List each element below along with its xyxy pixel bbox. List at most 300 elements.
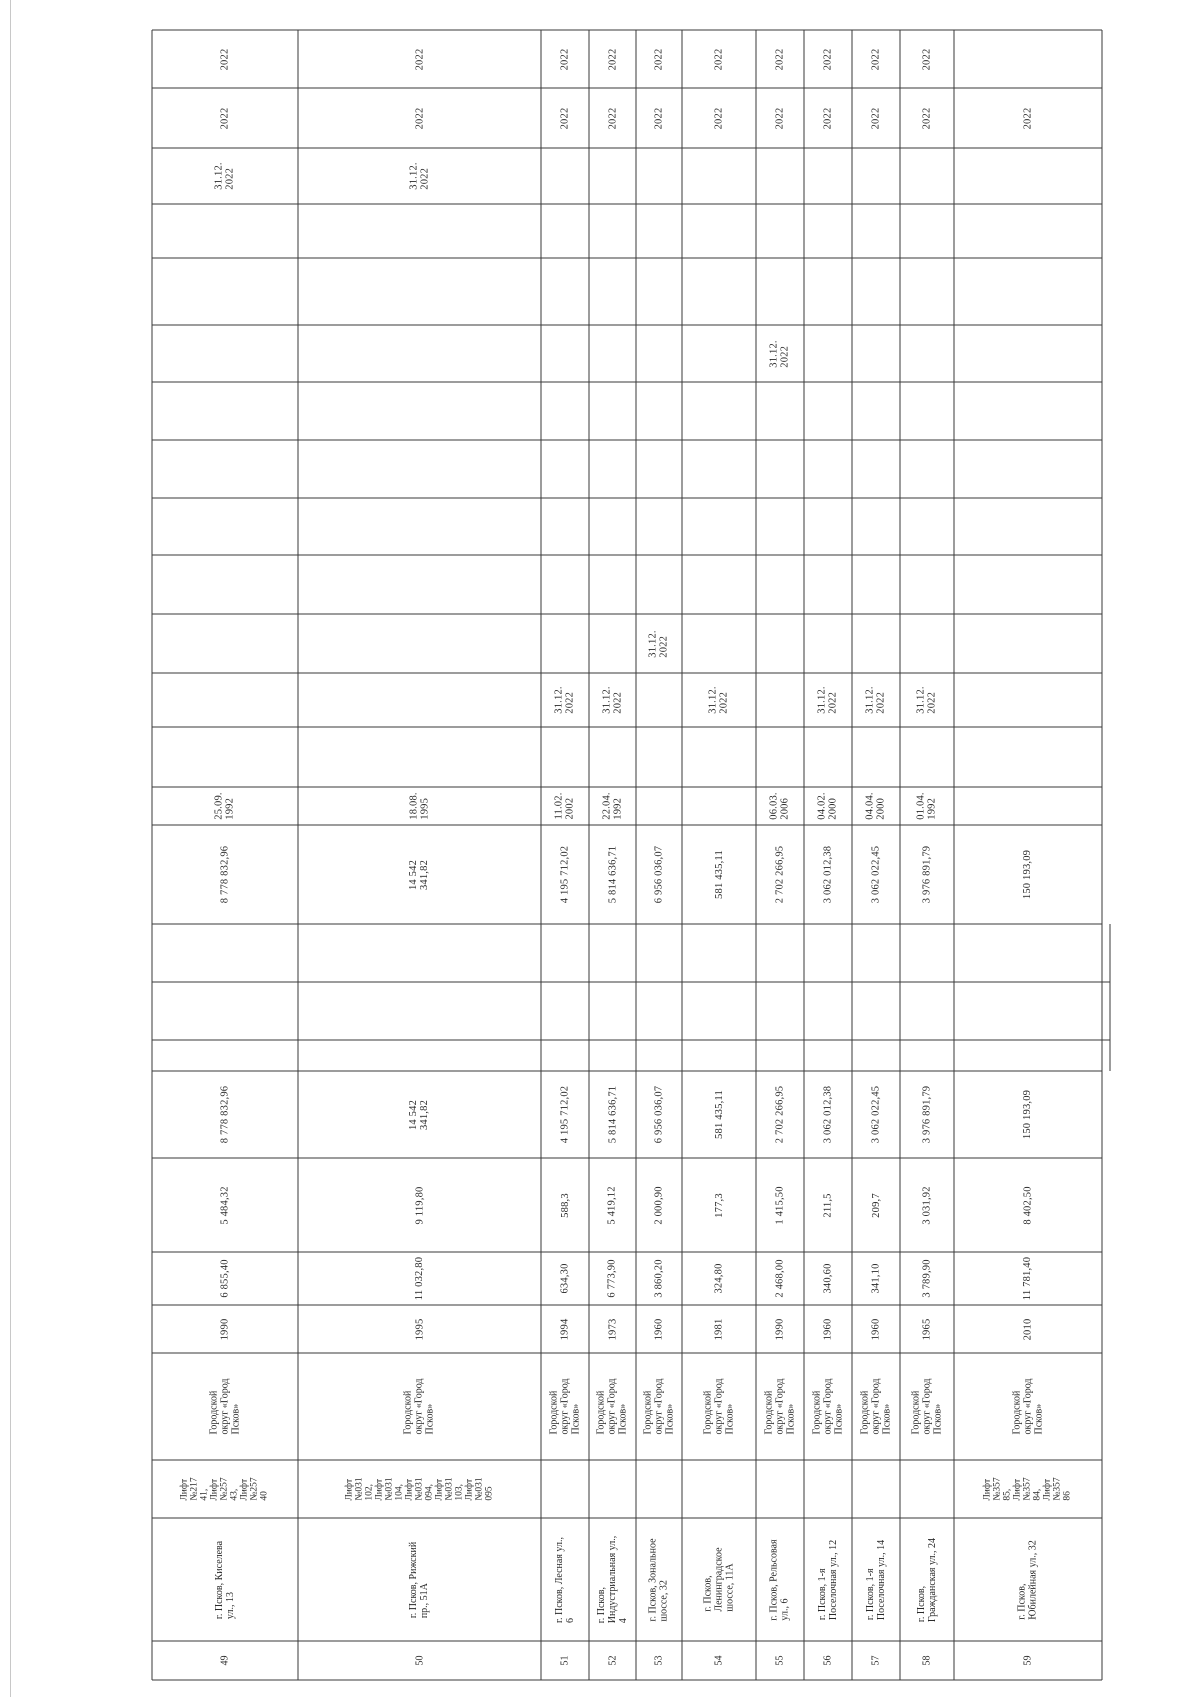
table-cell-d-f [954, 148, 1102, 204]
table-cell-y1 [636, 88, 682, 148]
cell-text: 1960 [870, 1318, 882, 1340]
table-cell-cost [900, 825, 954, 924]
cell-text: 150 193,09 [1022, 849, 1034, 900]
cell-text: 2022 [713, 48, 725, 70]
table-cell-n [636, 1641, 682, 1680]
cell-text: 8 778 832,96 [219, 1085, 231, 1144]
cell-text: 1994 [559, 1318, 571, 1340]
cell-text: 1965 [921, 1318, 933, 1340]
table-cell-owner [682, 1353, 756, 1460]
cell-text: г. Псков, Юбилейная ул., 32 [1016, 1539, 1039, 1620]
cell-text: 54 [713, 1655, 725, 1666]
table-cell-date-survey [636, 787, 682, 825]
table-cell-cost [852, 825, 900, 924]
table-cell-owner [298, 1353, 541, 1460]
cell-text: 2022 [653, 48, 665, 70]
cell-text: 5 484,32 [219, 1185, 231, 1225]
table-cell-y2 [756, 30, 804, 88]
cell-text: 4 195 712,02 [559, 845, 571, 904]
cell-text: 22.04. 1992 [601, 792, 624, 820]
cell-text: 55 [774, 1655, 786, 1666]
table-cell-cost-total [756, 1071, 804, 1158]
table-cell-area-living [804, 1158, 852, 1252]
table-cell-area-total [152, 1252, 298, 1305]
table-cell-d-b [589, 614, 636, 673]
cell-text: 5 814 636,71 [607, 845, 618, 904]
table-cell-d-e [682, 204, 756, 258]
cell-text: 150 193,09 [1022, 1089, 1034, 1140]
table-cell-date-survey [852, 787, 900, 825]
cell-text: 634,30 [559, 1263, 571, 1294]
table-cell-date-survey [682, 787, 756, 825]
cell-text: 53 [653, 1655, 665, 1666]
table-cell-d-a [636, 673, 682, 727]
table-cell-d-a [804, 673, 852, 727]
cell-text: 2022 [870, 107, 882, 129]
cell-text: 6 956 036,07 [653, 845, 665, 904]
table-cell-d-b [756, 614, 804, 673]
table-cell-cost-total [152, 1071, 298, 1158]
table-cell-cost [756, 825, 804, 924]
table-cell-year [900, 1305, 954, 1353]
table-cell-area-living [636, 1158, 682, 1252]
table-cell-date-survey [298, 787, 541, 825]
table-cell-lift-ids [541, 1460, 589, 1518]
table-cell-lift-ids [682, 1460, 756, 1518]
table-cell-owner [900, 1353, 954, 1460]
table-cell-d-b [682, 614, 756, 673]
table-cell-cost-total [541, 1071, 589, 1158]
table-cell-year [636, 1305, 682, 1353]
cell-text: Лифт №217 41, Лифт №257 43, Лифт №257 40 [179, 1477, 270, 1501]
cell-text: 8 778 832,96 [219, 845, 231, 904]
table-cell-n [954, 1641, 1102, 1680]
table-cell-lift-ids [298, 1460, 541, 1518]
table-cell-address [298, 1518, 541, 1641]
cell-text: Городской округ «Город Псков» [596, 1378, 629, 1435]
table-cell-address [756, 1518, 804, 1641]
table-cell-y2 [900, 30, 954, 88]
cell-text: 1981 [713, 1318, 725, 1340]
cell-text: 3 062 022,45 [870, 1085, 882, 1144]
table-cell-y1 [152, 88, 298, 148]
table-cell-cost [804, 825, 852, 924]
cell-text: 49 [219, 1655, 231, 1666]
table-cell-y1 [682, 88, 756, 148]
table-cell-date-survey [541, 787, 589, 825]
table-cell-area-total [900, 1252, 954, 1305]
table-cell-d-f [852, 148, 900, 204]
cell-text: Городской округ «Город Псков» [403, 1378, 436, 1435]
cell-text: Городской округ «Город Псков» [763, 1378, 797, 1435]
table-cell-year [589, 1305, 636, 1353]
table-cell-d-c [900, 325, 954, 382]
table-cell-d-f [152, 148, 298, 204]
table-cell-d-a [298, 673, 541, 727]
cell-text: 2 000,90 [653, 1185, 665, 1225]
table-cell-d-a [852, 673, 900, 727]
table-cell-year [541, 1305, 589, 1353]
table-cell-lift-ids [756, 1460, 804, 1518]
cell-text: 3 976 891,79 [921, 845, 933, 904]
table-cell-area-total [804, 1252, 852, 1305]
table-cell-d-b [852, 614, 900, 673]
table-cell-area-total [756, 1252, 804, 1305]
cell-text: Лифт №357 85, Лифт №357 84, Лифт №357 86 [982, 1477, 1073, 1501]
table-cell-d-e [541, 204, 589, 258]
table-cell-area-total [954, 1252, 1102, 1305]
table-cell-area-living [682, 1158, 756, 1252]
cell-text: 31.12. 2022 [408, 162, 431, 190]
cell-text: 01.04. 1992 [915, 792, 938, 820]
table-cell-d-b [954, 614, 1102, 673]
table-cell-owner [152, 1353, 298, 1460]
table-cell-area-living [954, 1158, 1102, 1252]
table-cell-cost-total [900, 1071, 954, 1158]
table-cell-d-f [298, 148, 541, 204]
table-cell-y2 [682, 30, 756, 88]
table-cell-area-total [852, 1252, 900, 1305]
table-cell-d-f [589, 148, 636, 204]
table-cell-date-survey [589, 787, 636, 825]
table-cell-d-b [636, 614, 682, 673]
cell-text: Городской округ «Город Псков» [702, 1378, 736, 1435]
table-cell-area-living [852, 1158, 900, 1252]
table-cell-date-survey [756, 787, 804, 825]
cell-text: 04.02. 2000 [816, 792, 839, 820]
table-cell-lift-ids [589, 1460, 636, 1518]
table-cell-y1 [954, 88, 1102, 148]
cell-text: 11.02. 2002 [554, 792, 576, 820]
table-cell-year [954, 1305, 1102, 1353]
cell-text: 2022 [414, 107, 425, 129]
table-cell-cost-total [804, 1071, 852, 1158]
cell-text: 57 [870, 1655, 882, 1666]
table-cell-d-c [152, 325, 298, 382]
cell-text: 6 956 036,07 [653, 1085, 665, 1144]
table-cell-area-living [541, 1158, 589, 1252]
table-cell-cost [589, 825, 636, 924]
cell-text: 2022 [713, 107, 725, 129]
table-cell-address [954, 1518, 1102, 1641]
table-cell-address [589, 1518, 636, 1641]
cell-text: г. Псков, Рельсовая ул., 6 [769, 1538, 792, 1621]
table-cell-d-c [636, 325, 682, 382]
table-cell-owner [852, 1353, 900, 1460]
table-cell-date-survey [152, 787, 298, 825]
cell-text: 14 542 341,82 [408, 859, 431, 890]
table-cell-y1 [900, 88, 954, 148]
cell-text: г. Псков, Лесная ул., 6 [554, 1536, 576, 1623]
cell-text: 2022 [822, 48, 834, 70]
table-cell-d-b [804, 614, 852, 673]
table-cell-n [804, 1641, 852, 1680]
cell-text: Городской округ «Город Псков» [910, 1378, 944, 1435]
table-cell-address [541, 1518, 589, 1641]
table-cell-d-c [298, 325, 541, 382]
cell-text: 06.03. 2006 [768, 792, 791, 820]
table-cell-d-e [589, 204, 636, 258]
table-cell-owner [636, 1353, 682, 1460]
table-cell-d-f [682, 148, 756, 204]
cell-text: 1995 [414, 1318, 425, 1340]
table-cell-lift-ids [152, 1460, 298, 1518]
table-cell-owner [589, 1353, 636, 1460]
cell-text: 1990 [219, 1318, 231, 1340]
table-cell-d-f [804, 148, 852, 204]
cell-text: 1960 [822, 1318, 834, 1340]
cell-text: 31.12. 2022 [915, 686, 938, 714]
table-cell-lift-ids [900, 1460, 954, 1518]
table-cell-year [682, 1305, 756, 1353]
cell-text: Городской округ «Город Псков» [811, 1378, 845, 1435]
cell-text: 2022 [559, 48, 571, 70]
table-cell-y2 [804, 30, 852, 88]
table-cell-area-total [589, 1252, 636, 1305]
table-cell-cost [954, 825, 1102, 924]
table-cell-d-f [900, 148, 954, 204]
table-cell-d-c [756, 325, 804, 382]
table-cell-n [756, 1641, 804, 1680]
table-cell-y2 [954, 30, 1102, 88]
cell-text: 340,60 [822, 1263, 834, 1294]
cell-text: 1990 [774, 1318, 786, 1340]
cell-text: 50 [414, 1655, 425, 1666]
table-cell-owner [756, 1353, 804, 1460]
cell-text: 56 [822, 1655, 834, 1666]
table-cell-address [682, 1518, 756, 1641]
table-cell-d-e [804, 204, 852, 258]
cell-text: Городской округ «Город Псков» [642, 1378, 676, 1435]
cell-text: 1960 [653, 1318, 665, 1340]
table-cell-cost-total [852, 1071, 900, 1158]
table-cell-cost [152, 825, 298, 924]
cell-text: г. Псков, Киселева ул., 13 [214, 1540, 236, 1619]
cell-text: 11 032,80 [413, 1256, 425, 1301]
table-cell-lift-ids [852, 1460, 900, 1518]
table-cell-cost [636, 825, 682, 924]
table-cell-d-b [900, 614, 954, 673]
cell-text: 2022 [822, 107, 834, 129]
cell-text: 31.12. 2022 [707, 686, 730, 714]
cell-text: 3 062 022,45 [870, 845, 882, 904]
table-cell-d-e [636, 204, 682, 258]
table-cell-area-total [682, 1252, 756, 1305]
cell-text: 2 702 266,95 [774, 845, 786, 904]
cell-text: 5 419,12 [606, 1185, 618, 1225]
table-cell-n [298, 1641, 541, 1680]
table-cell-lift-ids [954, 1460, 1102, 1518]
cell-text: 3 062 012,38 [822, 1085, 834, 1144]
table-cell-d-c [852, 325, 900, 382]
cell-text: 6 773,90 [606, 1259, 618, 1298]
table-cell-year [152, 1305, 298, 1353]
cell-text: 31.12. 2022 [601, 686, 624, 714]
table-cell-cost-total [682, 1071, 756, 1158]
cell-text: 14 542 341,82 [408, 1099, 431, 1130]
table-cell-area-living [756, 1158, 804, 1252]
table-cell-n [682, 1641, 756, 1680]
table-cell-year [756, 1305, 804, 1353]
table-cell-n [900, 1641, 954, 1680]
cell-text: 5 814 636,71 [607, 1085, 618, 1144]
cell-text: г. Псков, Зональное шоссе, 32 [648, 1537, 670, 1622]
cell-text: 2022 [774, 48, 786, 70]
cell-text: г. Псков, Индустриальная ул., 4 [596, 1535, 629, 1624]
table-cell-area-total [541, 1252, 589, 1305]
cell-text: 11 781,40 [1022, 1256, 1034, 1301]
table-cell-n [152, 1641, 298, 1680]
table-cell-d-b [298, 614, 541, 673]
cell-text: 2022 [921, 48, 933, 70]
cell-text: 2022 [219, 107, 231, 129]
table-cell-lift-ids [804, 1460, 852, 1518]
table-cell-cost [298, 825, 541, 924]
table-cell-d-a [900, 673, 954, 727]
cell-text: 52 [607, 1655, 618, 1666]
table-cell-d-c [954, 325, 1102, 382]
table-cell-address [804, 1518, 852, 1641]
table-cell-d-a [756, 673, 804, 727]
table-cell-d-c [541, 325, 589, 382]
cell-text: 31.12. 2022 [864, 686, 887, 714]
table-cell-d-e [900, 204, 954, 258]
cell-text: 3 031,92 [921, 1185, 933, 1225]
cell-text: 2022 [921, 107, 933, 129]
cell-text: 177,3 [713, 1192, 725, 1218]
table-cell-n [589, 1641, 636, 1680]
table-cell-y2 [589, 30, 636, 88]
table-cell-year [298, 1305, 541, 1353]
cell-text: 341,10 [870, 1263, 882, 1294]
table-cell-y1 [298, 88, 541, 148]
table-cell-y1 [589, 88, 636, 148]
table-cell-y1 [541, 88, 589, 148]
cell-text: 2 468,00 [774, 1259, 786, 1298]
cell-text: 8 402,50 [1022, 1185, 1034, 1225]
table-cell-year [852, 1305, 900, 1353]
cell-text: 2022 [653, 107, 665, 129]
table-cell-area-living [589, 1158, 636, 1252]
table-cell-date-survey [900, 787, 954, 825]
cell-text: г. Псков, Гражданская ул., 24 [916, 1537, 938, 1622]
table-cell-owner [804, 1353, 852, 1460]
table-cell-area-living [152, 1158, 298, 1252]
cell-text: 6 855,40 [219, 1259, 231, 1298]
cell-text: 211,5 [822, 1192, 834, 1218]
table-cell-d-f [636, 148, 682, 204]
cell-text: 2022 [1022, 107, 1034, 129]
table-cell-cost-total [954, 1071, 1102, 1158]
cell-text: 18.08. 1995 [408, 792, 431, 820]
cell-text: 04.04. 2000 [864, 792, 887, 820]
table-cell-d-e [152, 204, 298, 258]
cell-text: 3 976 891,79 [921, 1085, 933, 1144]
cell-text: 1 415,50 [774, 1185, 786, 1225]
table-cell-year [804, 1305, 852, 1353]
table-cell-cost-total [589, 1071, 636, 1158]
cell-text: 31.12. 2022 [553, 686, 576, 714]
table-cell-date-survey [954, 787, 1102, 825]
cell-text: Городской округ «Город Псков» [1011, 1378, 1045, 1435]
cell-text: 2022 [559, 107, 571, 129]
table-cell-date-survey [804, 787, 852, 825]
table-cell-d-b [541, 614, 589, 673]
table-cell-d-e [298, 204, 541, 258]
cell-text: 2022 [774, 107, 786, 129]
cell-text: 2 702 266,95 [774, 1085, 786, 1144]
cell-text: 58 [921, 1655, 933, 1666]
cell-text: 3 789,90 [921, 1259, 933, 1298]
cell-text: Городской округ «Город Псков» [548, 1378, 582, 1435]
table-cell-address [852, 1518, 900, 1641]
cell-text: 31.12. 2022 [816, 686, 839, 714]
table-cell-cost-total [298, 1071, 541, 1158]
table-cell-d-a [954, 673, 1102, 727]
table-cell-n [852, 1641, 900, 1680]
cell-text: 2022 [219, 48, 231, 70]
cell-text: г. Псков, Рижский пр., 51А [408, 1541, 431, 1618]
cell-text: 581 435,11 [713, 1090, 725, 1139]
cell-text: Городской округ «Город Псков» [208, 1378, 242, 1435]
cell-text: 3 860,20 [653, 1259, 665, 1298]
cell-text: 51 [559, 1655, 571, 1666]
cell-text: 588,3 [559, 1192, 571, 1218]
table-cell-d-f [541, 148, 589, 204]
table-cell-lift-ids [636, 1460, 682, 1518]
cell-text: 324,80 [713, 1263, 725, 1294]
cell-text: 2010 [1022, 1318, 1034, 1340]
cell-text: 3 062 012,38 [822, 845, 834, 904]
cell-text: 2022 [607, 107, 618, 129]
table-cell-d-e [954, 204, 1102, 258]
table-cell-y2 [541, 30, 589, 88]
table-cell-y1 [804, 88, 852, 148]
cell-text: 4 195 712,02 [559, 1085, 571, 1144]
table-cell-d-c [589, 325, 636, 382]
table-cell-d-c [682, 325, 756, 382]
table-cell-area-living [298, 1158, 541, 1252]
table-cell-d-a [152, 673, 298, 727]
cell-text: г. Псков, 1-я Поселочная ул., 12 [817, 1539, 840, 1620]
table-cell-y2 [636, 30, 682, 88]
table-cell-cost-total [636, 1071, 682, 1158]
table-cell-address [152, 1518, 298, 1641]
table-cell-area-total [298, 1252, 541, 1305]
table-cell-owner [954, 1353, 1102, 1460]
table-cell-y2 [152, 30, 298, 88]
cell-text: 2022 [414, 48, 425, 70]
table-cell-d-a [541, 673, 589, 727]
cell-text: 31.12. 2022 [647, 629, 670, 658]
cell-text: г. Псков, Ленинградское шоссе, 11А [702, 1547, 736, 1612]
table-cell-n [541, 1641, 589, 1680]
cell-text: 2022 [870, 48, 882, 70]
table-cell-d-b [152, 614, 298, 673]
cell-text: 25.09. 1992 [213, 792, 236, 820]
table-cell-d-a [682, 673, 756, 727]
table-cell-y2 [298, 30, 541, 88]
table-cell-cost [541, 825, 589, 924]
cell-text: 59 [1022, 1655, 1034, 1666]
cell-text: 581 435,11 [713, 850, 725, 899]
cell-text: 2022 [607, 48, 618, 70]
table-cell-area-living [900, 1158, 954, 1252]
table-cell-d-f [756, 148, 804, 204]
cell-text: 9 119,80 [414, 1186, 425, 1224]
cell-text: Лифт №031 102, Лифт №031 104, Лифт №031 094, Лифт №031 103, Лифт №031 095 [344, 1477, 495, 1501]
table-cell-d-e [852, 204, 900, 258]
